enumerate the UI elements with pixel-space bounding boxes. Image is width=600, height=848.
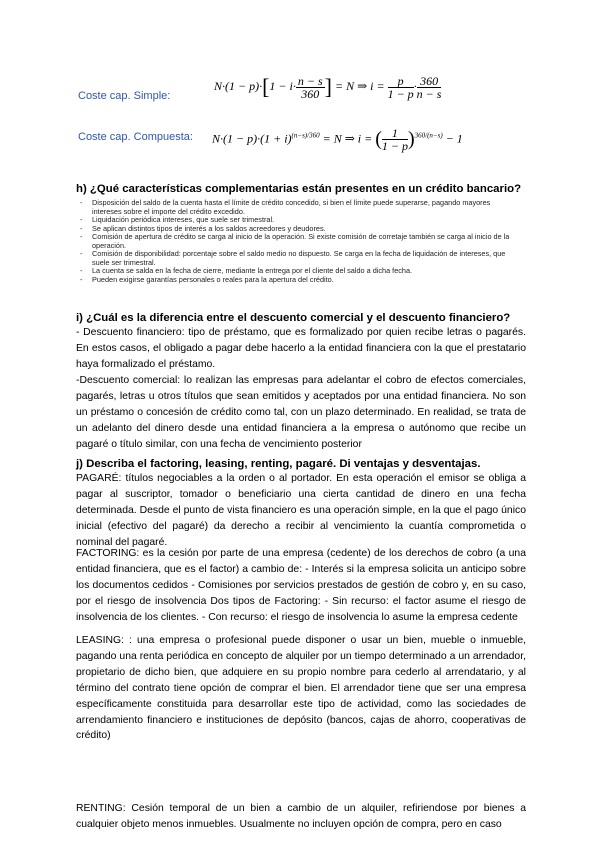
section-h-bullet-list [80,199,520,284]
paragraph-leasing: LEASING: : una empresa o profesional puede disponer o usar un bien, mueble o inmueble, pagando una renta periódica en concepto de alquiler por un tiempo determinado a un arrendador, propietario de dicho bien, que adquiere en su propio nombre para cederlo al arrendatario, y al término del contrato tiene opción de comprar el bien. El arrendador tiene que ser una empresa específicamente constituida para desarrollar este tipo de actividad, como las sociedades de arrendamiento financiero e instituciones de depósito (bancos, cajas de ahorro, cooperativas de crédito) [76,635,526,742]
list-item: - Disposición del saldo de la cuenta hasta el límite de crédito concedido, si bien el límite puede superarse, pagando mayores intereses sobre el importe del crédito excedido. [80,199,520,216]
paragraph-descuento-comercial: -Descuento comercial: lo realizan las empresas para adelantar el cobro de efectos comerciales, pagarés, letras u otros títulos que sean emitidos y aceptados por una entidad financiera. No son un préstamo o concesión de crédito como tal, con un plazo determinado. En realidad, se trata de un adelanto del dinero desde una entidad financiera a la empresa o autónomo que recibe un pagaré o título similar, con una fecha de vencimiento posterior [76,375,526,450]
section-j-title: j) Describa el factoring, leasing, renting, pagaré. Di ventajas y desventajas. [76,458,481,470]
formula-label-simple: Coste cap. Simple: [78,90,171,102]
list-item: - Comisión de apertura de crédito se carga al inicio de la operación. Si existe comisión de corretaje también se carga al inicio de la operación. [80,233,520,250]
formula-compound: $N\cdot(1 - p)\cdot(1 + i)^{(n-s)/360} = N$ ⇒ i = ( $\frac{1}{1 - p}$ )$^{360/(n-s)}$ − 1 [212,126,463,153]
formula-simple: N·(1 − p)·[1 − i· $\frac{n - s}{360}$ ] = N ⇒ i = $\frac{p}{1 - p}$ · $\frac{360}{n - s}$ [214,73,442,101]
list-item: - La cuenta se salda en la fecha de cierre, mediante la entrega por el cliente del saldo a dicha fecha. [80,267,520,276]
list-item: - Se aplican distintos tipos de interés a los saldos acreedores y deudores. [80,225,520,234]
list-item: - Comisión de disponibilidad: porcentaje sobre el saldo medio no dispuesto. Se carga en la fecha de liquidación de intereses, que suele ser trimestral. [80,250,520,267]
section-h-title: h) ¿Qué características complementarias están presentes en un crédito bancario? [76,183,522,195]
paragraph-factoring: FACTORING: es la cesión por parte de una empresa (cedente) de los derechos de cobro (a una entidad financiera, que es el factor) a cambio de: - Interés si la empresa solicita un anticipo sobre los documentos cedidos - Comisiones por servicios prestados de gestión de cobro y, en su caso, por el riesgo de insolvencia Dos tipos de Factoring: - Sin recurso: el factor asume el riesgo de insolvencia de los clientes. - Con recurso: el riesgo de insolvencia lo asume la empresa cedente [76,548,526,623]
section-i-title: i) ¿Cuál es la diferencia entre el descuento comercial y el descuento financiero? [76,312,511,324]
paragraph-renting: RENTING: Cesión temporal de un bien a cambio de un alquiler, refiriendose por bienes a cualquier objeto menos inmuebles. Usualmente no incluyen opción de compra, pero en caso [76,803,526,830]
paragraph-pagare: PAGARÉ: títulos negociables a la orden o al portador. En esta operación el emisor se obliga a pagar al suscriptor, tomador o beneficiario una cierta cantidad de dinero en una fecha determinada. Desde el punto de vista financiero es una operación simple, en la que el pago único inicial (efectivo del pagaré) da derecho a recibir al vencimiento la cuantía comprometida o nominal del pagaré. [76,473,526,548]
formula-label-compound: Coste cap. Compuesta: [78,131,193,143]
list-item: - Liquidación periódica intereses, que suele ser trimestral. [80,216,520,225]
paragraph-descuento-financiero: - Descuento financiero: tipo de préstamo, que es formalizado por quien recibe letras o pagarés. En estos casos, el obligado a pagar debe hacerlo a la entidad financiera con la que el prestatario haya formalizado el préstamo. [76,327,526,370]
list-item: - Pueden exigirse garantías personales o reales para la apertura del crédito. [80,276,520,285]
